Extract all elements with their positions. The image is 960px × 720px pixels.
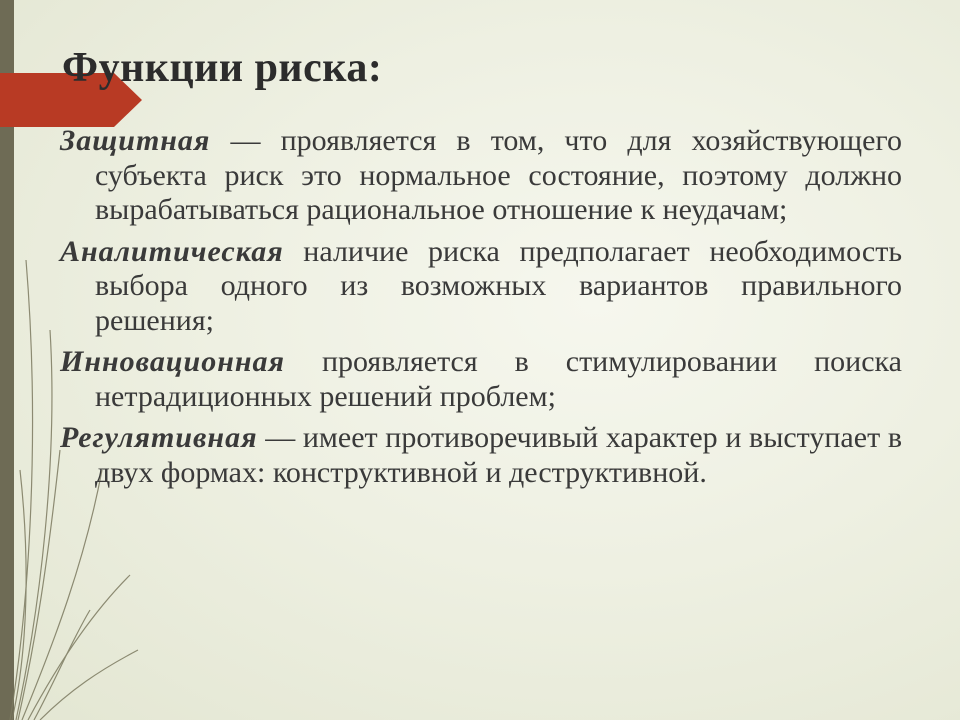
term-innovative: Инновационная [60, 345, 285, 378]
term-regulative: Регулятивная [60, 421, 258, 454]
term-protective: Защитная [60, 124, 211, 157]
list-item [60, 235, 902, 339]
list-item [60, 345, 902, 414]
description: — имеет противоречивый характер и выступает в двух формах: конструктивной и деструктивной. [95, 421, 902, 489]
slide-title: Функции риска: [62, 45, 383, 91]
description: наличие риска предполагает необходимость выбора одного из возможных вариантов правильного решения; [95, 234, 902, 337]
function-list [60, 124, 902, 497]
description: проявляется в стимулировании поиска нетрадиционных решений проблем; [95, 345, 902, 413]
list-item [60, 421, 902, 490]
description: — проявляется в том, что для хозяйствующего субъекта риск это нормальное состояние, поэтому должно вырабатываться рациональное отношение к неудачам; [95, 124, 902, 226]
list-item [60, 124, 902, 228]
term-analytical: Аналитическая [60, 234, 284, 268]
